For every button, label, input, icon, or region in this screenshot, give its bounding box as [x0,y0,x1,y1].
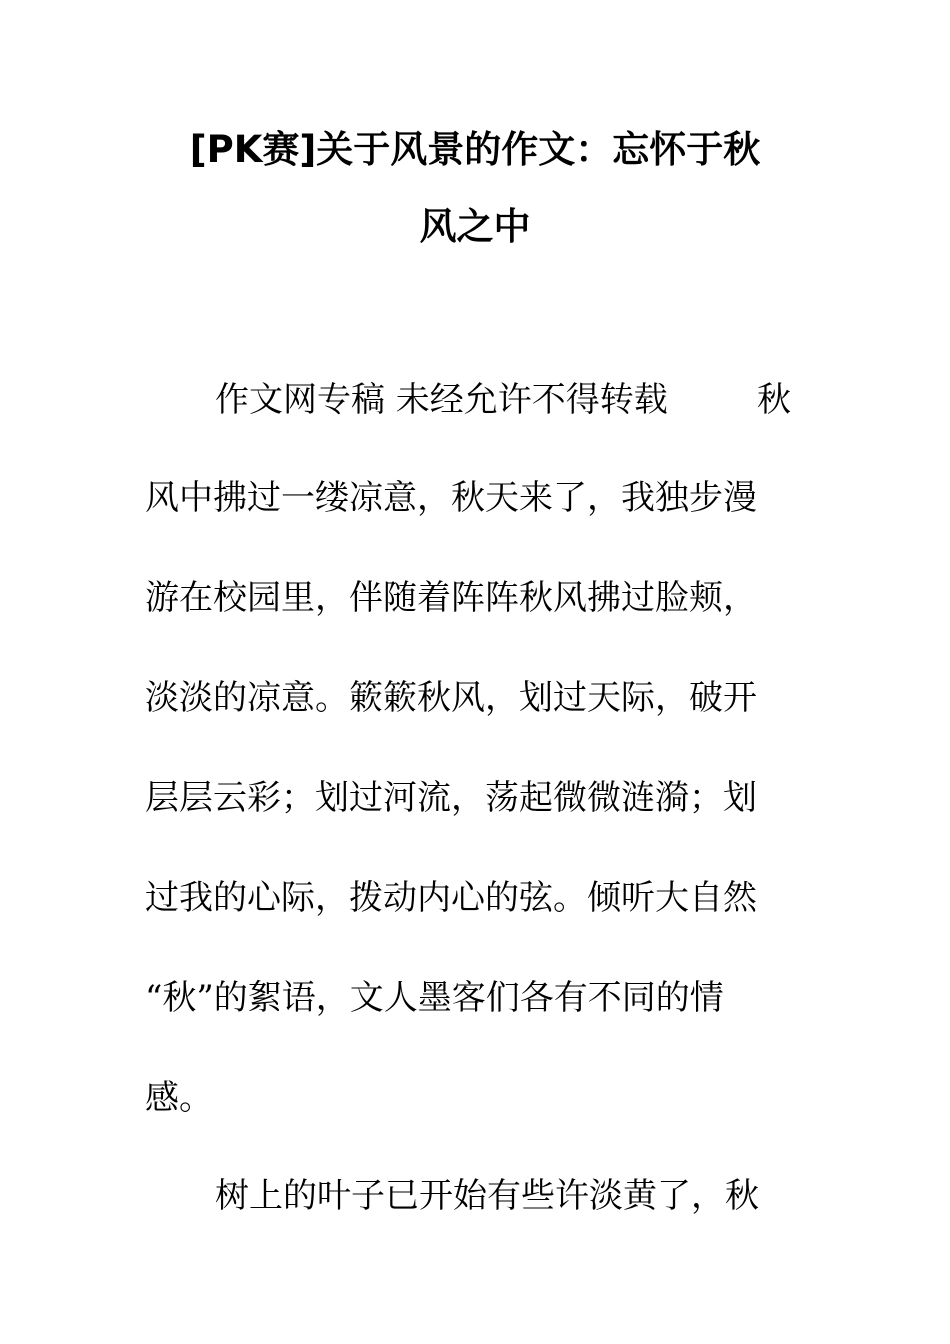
paragraph-1-line-1-tail: 秋 [757,380,791,420]
paragraph-1-line-7: “秋”的絮语，文人墨客们各有不同的情 [145,978,724,1018]
paragraph-2-line-1: 树上的叶子已开始有些许淡黄了，秋 [215,1176,759,1216]
paragraph-1-line-8: 感。 [145,1078,213,1118]
paragraph-1-line-4: 淡淡的凉意。簌簌秋风，划过天际，破开 [145,678,757,718]
paragraph-1-line-5: 层层云彩；划过河流，荡起微微涟漪；划 [145,778,757,818]
paragraph-1-line-1-text: 作文网专稿 未经允许不得转载 [215,380,668,420]
document-title-line-1: [PK赛]关于风景的作文：忘怀于秋 [189,128,761,171]
paragraph-1-line-6: 过我的心际，拨动内心的弦。倾听大自然 [145,878,757,918]
paragraph-1-line-3: 游在校园里，伴随着阵阵秋风拂过脸颊， [145,578,757,618]
document-title-line-2: 风之中 [419,205,531,248]
paragraph-1-line-2: 风中拂过一缕凉意，秋天来了，我独步漫 [145,478,757,518]
